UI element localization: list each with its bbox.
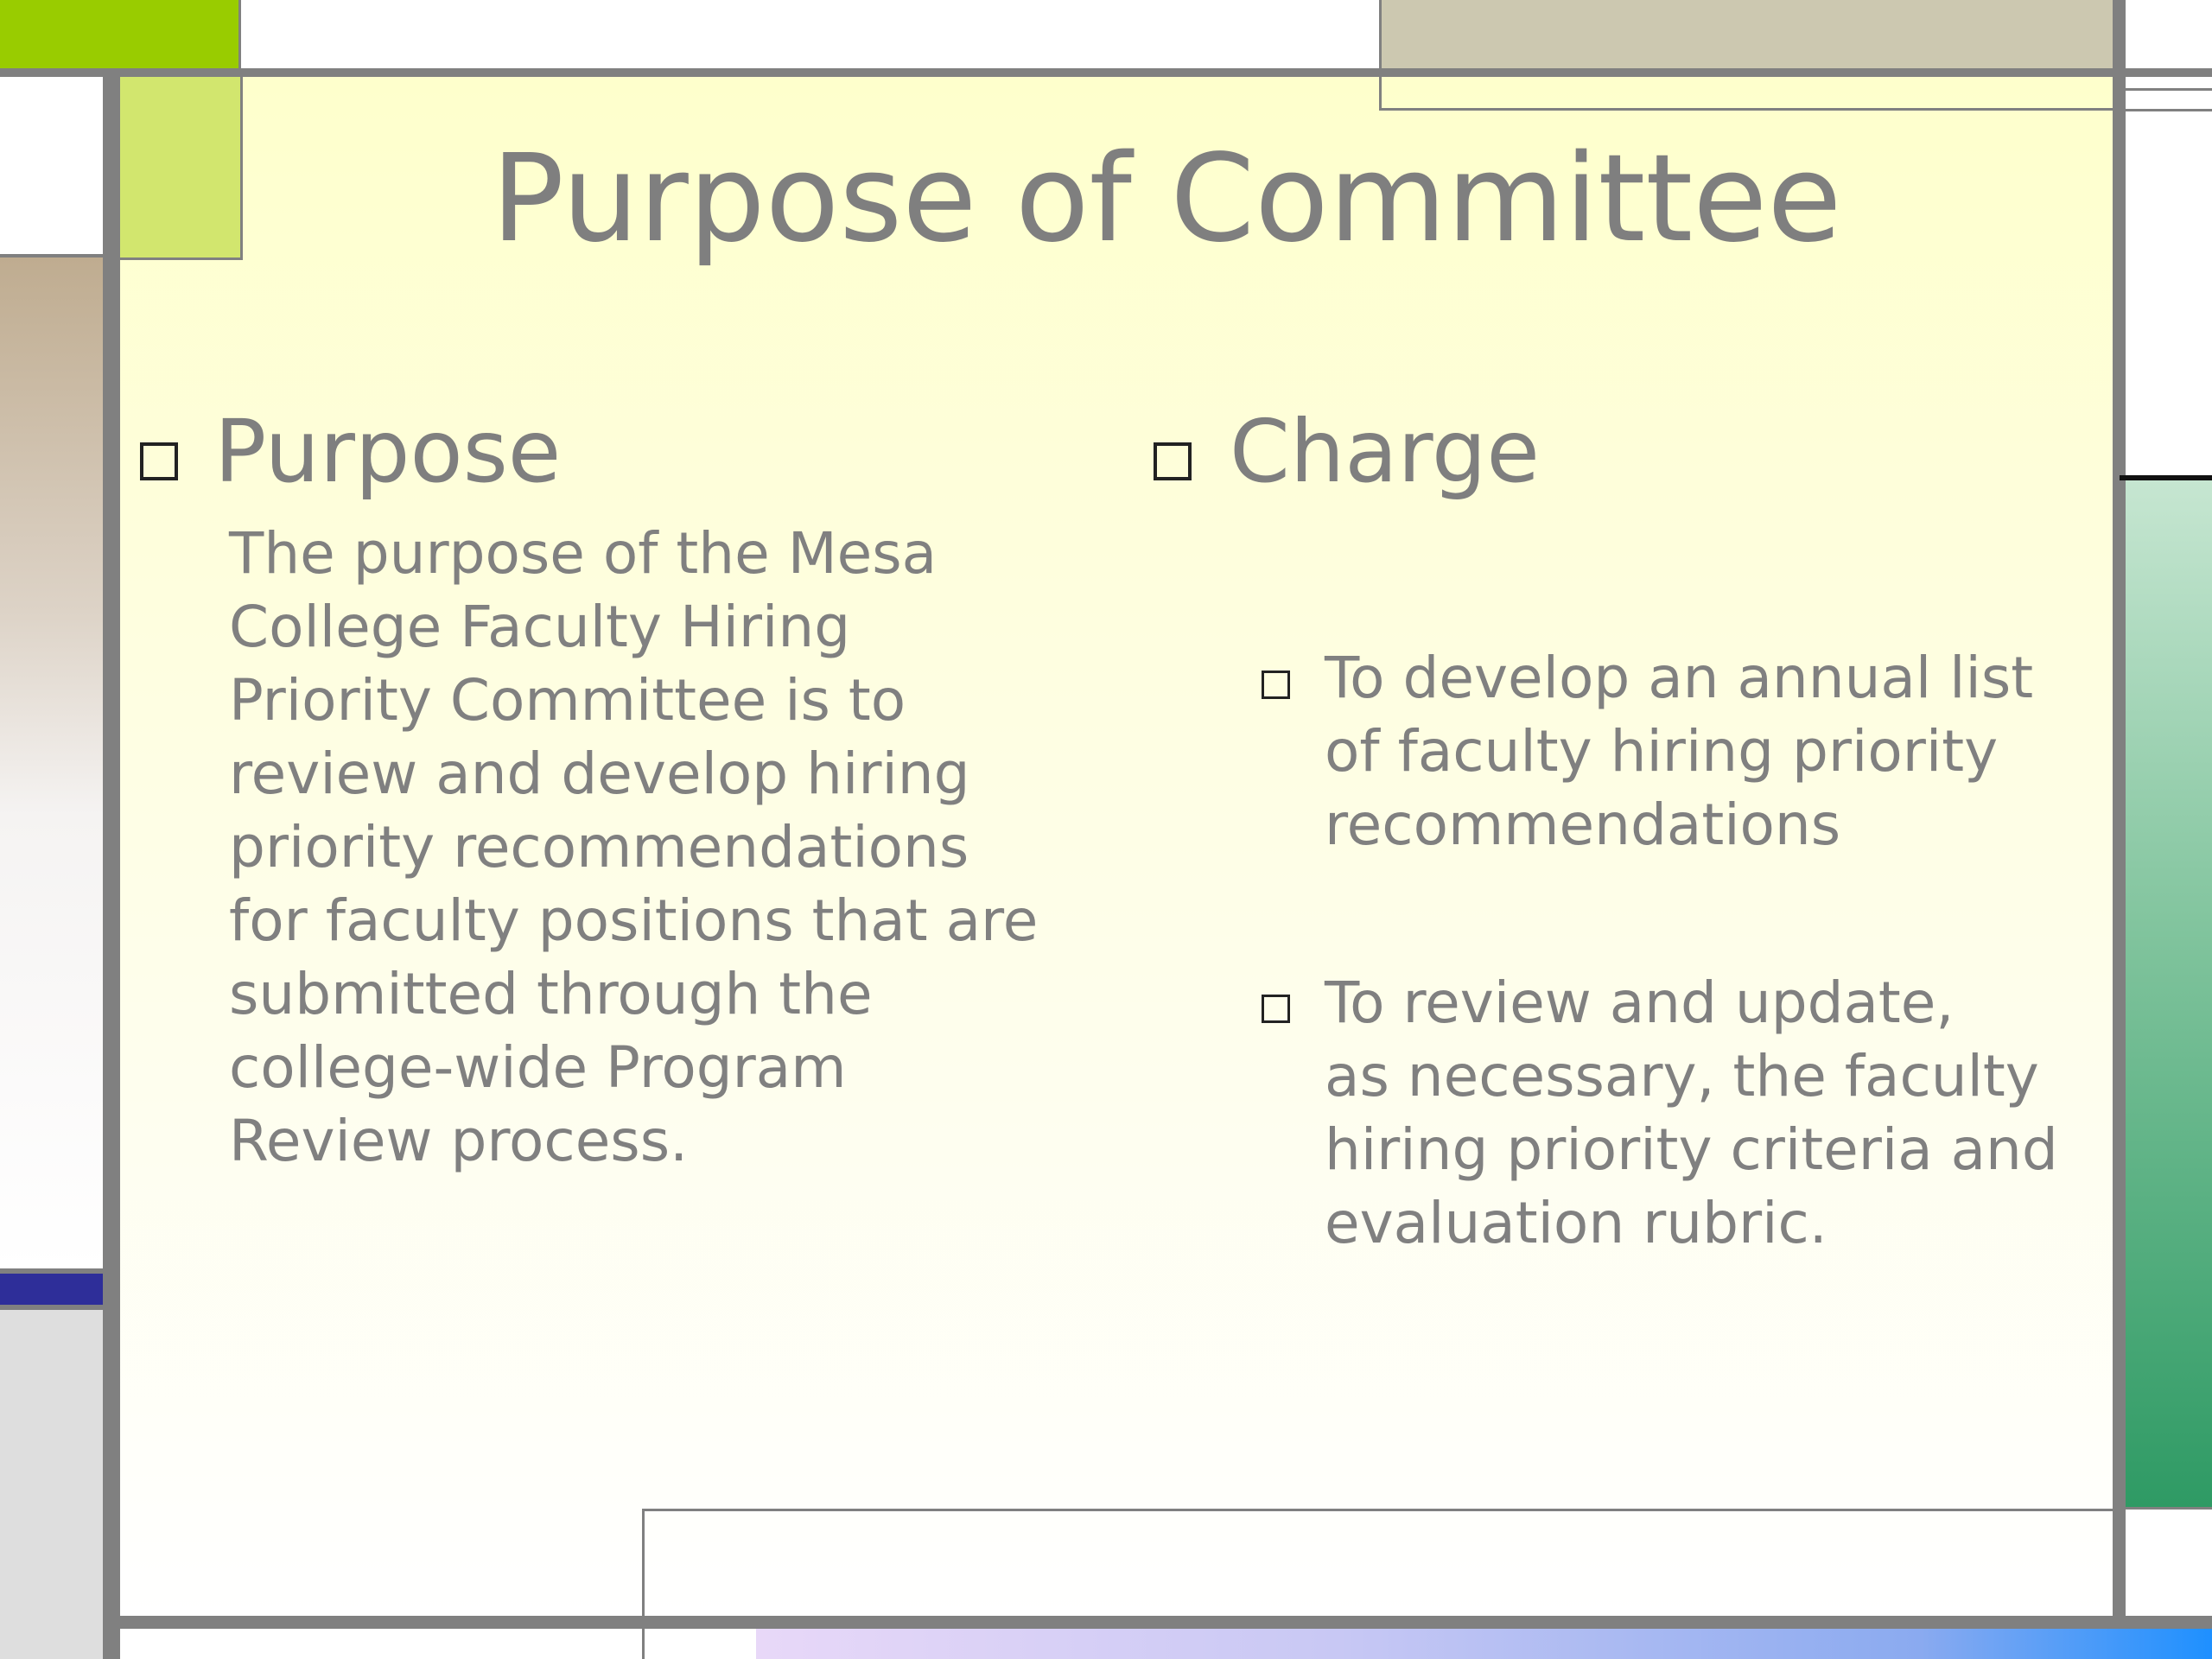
charge-item-2 <box>1325 966 2058 1260</box>
purpose-line: submitted through the <box>229 961 873 1027</box>
slide-title: Purpose of Committee <box>491 129 1842 270</box>
thin-right-top-line <box>2124 88 2212 91</box>
taupe-block-outline <box>1379 0 2117 111</box>
charge-item-1-line: recommendations <box>1325 791 1841 858</box>
purpose-line: for faculty positions that are <box>229 887 1039 954</box>
charge-item-2-line: evaluation rubric. <box>1325 1190 1827 1256</box>
purpose-line: Review process. <box>229 1108 689 1174</box>
thin-left-gray-line <box>0 254 103 257</box>
thin-left-gray-line-2 <box>0 1268 103 1274</box>
purpose-heading: Purpose <box>214 401 562 502</box>
green-right-strip <box>2126 480 2212 1509</box>
charge-item-2-bullet-icon <box>1262 995 1290 1023</box>
charge-bullet-icon <box>1154 442 1192 480</box>
purpose-line: The purpose of the Mesa <box>229 520 938 587</box>
charge-heading: Charge <box>1230 401 1540 502</box>
taupe-left-strip <box>0 257 103 1270</box>
purpose-line: priority recommendations <box>229 814 969 880</box>
thin-left-gray-line-3 <box>0 1305 103 1310</box>
lime-top-divider <box>238 0 241 71</box>
navy-strip <box>0 1274 103 1305</box>
purpose-line: College Faculty Hiring <box>229 594 851 660</box>
purpose-body <box>229 517 1038 1178</box>
thin-right-top-line-2 <box>2124 109 2212 111</box>
charge-item-2-line: To review and update, <box>1325 969 1955 1036</box>
frame-right-line <box>2113 0 2126 1624</box>
charge-item-1-bullet-icon <box>1262 671 1290 699</box>
bottom-outline-box <box>642 1509 2120 1659</box>
purpose-line: Priority Committee is to <box>229 667 906 734</box>
black-right-divider <box>2120 475 2212 480</box>
charge-item-1-line: of faculty hiring priority <box>1325 718 1999 785</box>
charge-item-2-line: hiring priority criteria and <box>1325 1116 2058 1183</box>
green-strip-bottom-line <box>2124 1507 2212 1510</box>
purpose-line: review and develop hiring <box>229 741 970 807</box>
gray-bottom-left-block <box>0 1309 103 1659</box>
purpose-line: college-wide Program <box>229 1034 847 1101</box>
charge-item-1-line: To develop an annual list <box>1325 645 2034 711</box>
charge-item-2-line: as necessary, the faculty <box>1325 1043 2039 1109</box>
frame-left-line <box>103 68 120 1659</box>
charge-item-1 <box>1325 641 2033 861</box>
lime-corner-block <box>0 0 241 71</box>
purpose-bullet-icon <box>140 442 178 480</box>
